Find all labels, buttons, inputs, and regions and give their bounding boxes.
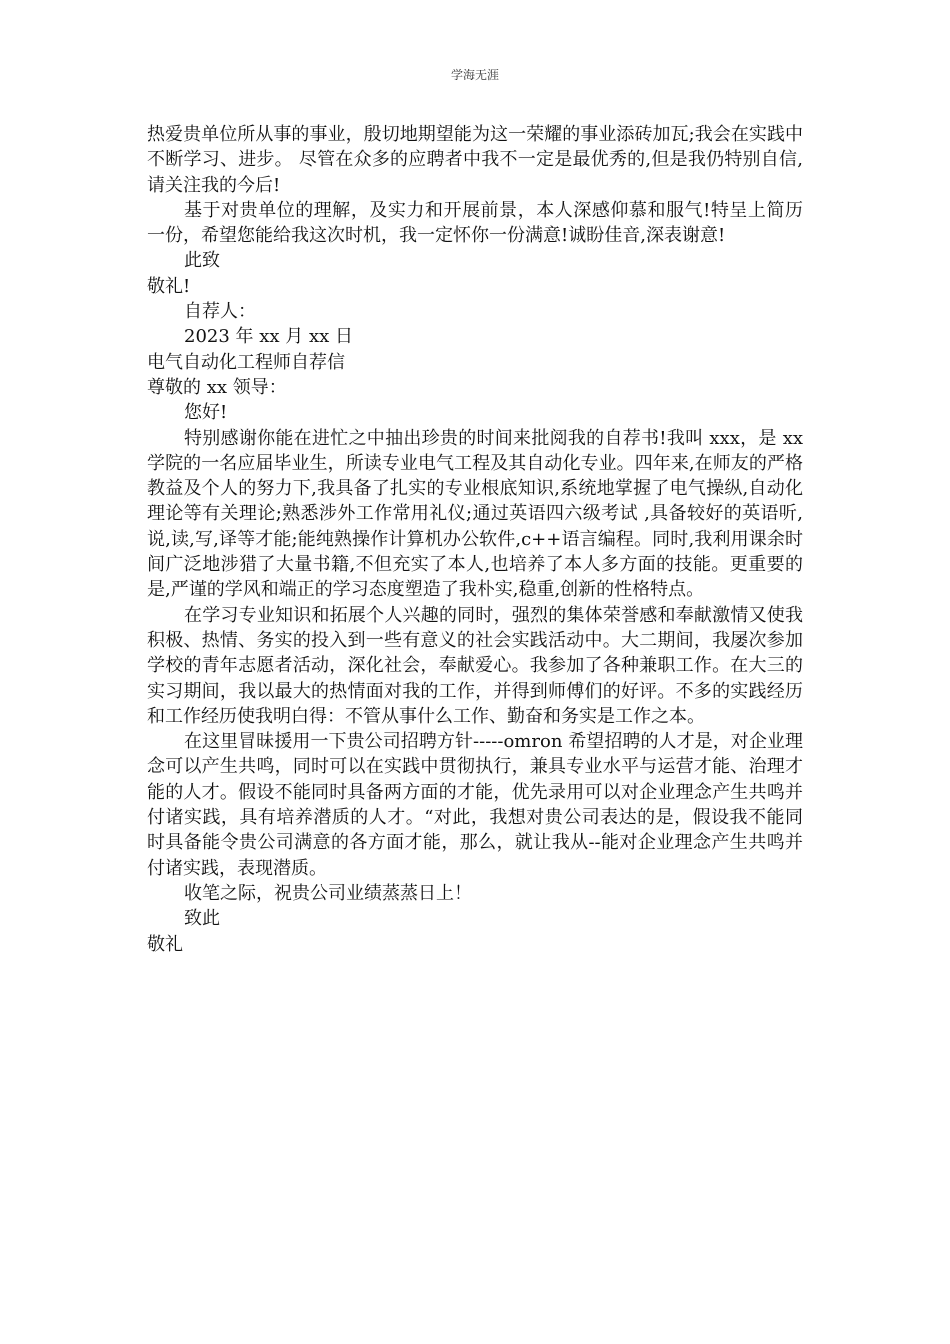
letter-title: 电气自动化工程师自荐信 <box>147 351 345 373</box>
closing-ci-zhi: 此致 <box>184 250 220 272</box>
paragraph-1: 热爱贵单位所从事的事业，殷切地期望能为这一荣耀的事业添砖加瓦;我会在实践中不断学习、进步。 尽管在众多的应聘者中我不一定是最优秀的,但是我仍特别自信,请关注我的今后! <box>147 124 803 196</box>
body-paragraph-practice: 在学习专业知识和拓展个人兴趣的同时，强烈的集体荣誉感和奉献激情又使我积极、热情、务实的投入到一些有意义的社会实践活动中。大二期间，我屡次参加学校的青年志愿者活动，深化社会，奉献爱心。我参加了各种兼职工作。在大三的实习期间，我以最大的热情面对我的工作，并得到师傅们的好评。不多的实践经历和工作经历使我明白得：不管从事什么工作、勤奋和务实是工作之本。 <box>147 604 803 727</box>
paragraph-2: 基于对贵单位的理解，及实力和开展前景，本人深感仰慕和服气!特呈上简历一份，希望您能给我这次时机，我一定怀你一份满意!诚盼佳音,深表谢意! <box>147 199 803 247</box>
greeting: 您好! <box>184 402 228 424</box>
closing-jing-li: 敬礼! <box>147 275 191 297</box>
closing-jing-li-2: 敬礼 <box>147 933 183 955</box>
salutation: 尊敬的 xx 领导： <box>147 376 287 398</box>
closing-wish: 收笔之际，祝贵公司业绩蒸蒸日上！ <box>184 882 472 904</box>
body-paragraph-policy: 在这里冒昧援用一下贵公司招聘方针-----omron 希望招聘的人才是，对企业理念可以产生共鸣，同时可以在实践中贯彻执行，兼具专业水平与运营才能、治理才能的人才。假设不能同时具备两方面的才能，优先录用可以对企业理念产生共鸣并付诸实践，具有培养潜质的人才。“对此，我想对贵公司表达的是，假设我不能同时具备能令贵公司满意的各方面才能，那么，就让我从--能对企业理念产生共鸣并付诸实践，表现潜质。 <box>147 731 803 879</box>
signature-label: 自荐人： <box>184 301 256 323</box>
document-body <box>147 122 803 957</box>
signature-date: 2023 年 xx 月 xx 日 <box>184 326 354 348</box>
page-header: 学海无涯 <box>450 68 499 82</box>
closing-zhi-ci: 致此 <box>184 908 220 930</box>
body-paragraph-intro: 特别感谢你能在进忙之中抽出珍贵的时间来批阅我的自荐书!我叫 xxx，是 xx 学院的一名应届毕业生，所读专业电气工程及其自动化专业。四年来,在师友的严格教益及个人的努力下,我具备了扎实的专业根底知识,系统地掌握了电气操纵,自动化理论等有关理论;熟悉涉外工作常用礼仪;通过英语四六级考试 ,具备较好的英语听,说,读,写,译等才能;能纯熟操作计算机办公软件,c++语言编程。同时,我利用课余时间广泛地涉猎了大量书籍,不但充实了本人,也培养了本人多方面的技能。更重要的是,严谨的学风和端正的学习态度塑造了我朴实,稳重,创新的性格特点。 <box>147 427 803 601</box>
